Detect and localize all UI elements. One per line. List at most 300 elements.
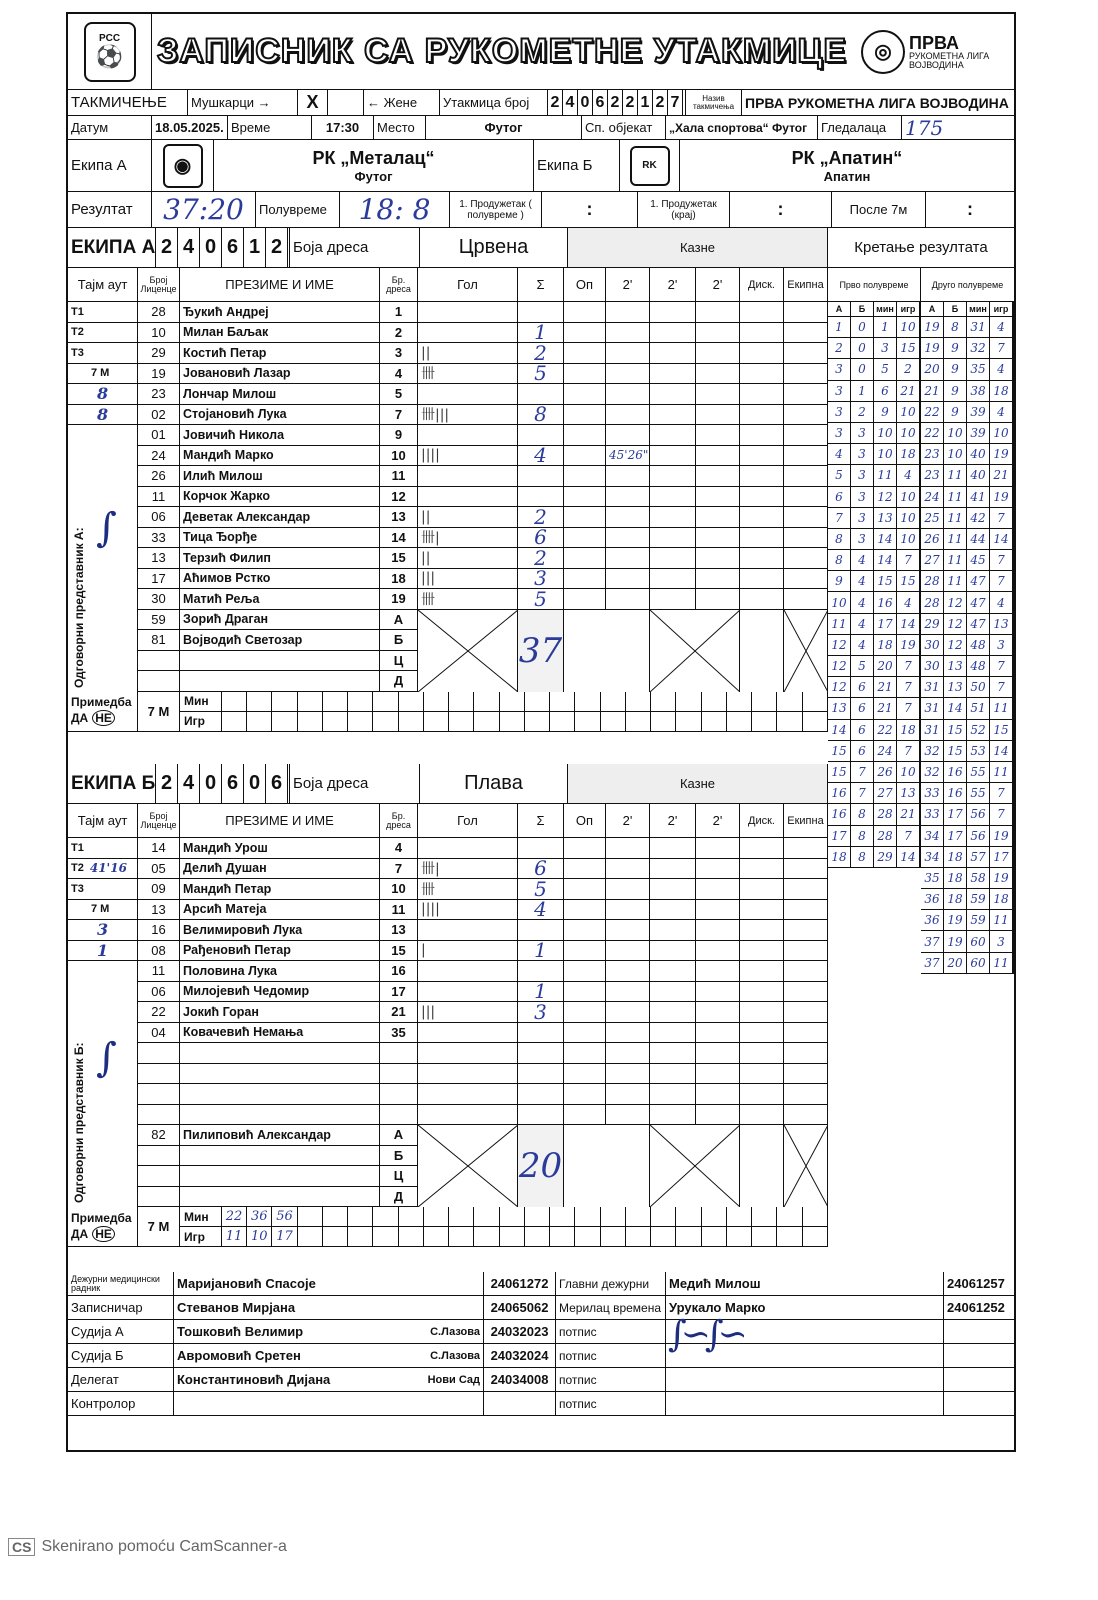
goal-tally [418,1064,518,1084]
goal-tally [418,838,518,858]
progress-cell: 7 [897,550,920,570]
progress-cell: 0 [851,359,874,379]
jersey-number [380,1105,418,1125]
table-row [68,1023,828,1044]
official-license: 24061272 [484,1272,556,1295]
yes-option: ДА [71,1226,89,1241]
seven-m-cell [752,1227,777,1246]
jersey-number: 16 [380,961,418,981]
progress-cell: 11 [944,465,967,485]
progress-cell: 15 [874,571,897,591]
progress-cell: 8 [851,804,874,824]
progress-cell: 17 [828,826,851,846]
progress-cell: 4 [897,465,920,485]
seven-m-cell [500,1227,525,1246]
progress-cell: 37 [921,931,944,951]
progress-row [921,635,1014,656]
warning-cell [564,487,606,507]
official-letter: Б [380,630,418,650]
seven-m-cell [247,692,272,711]
team-a-penalties-header: Казне [568,228,828,267]
progress-cell: 14 [990,741,1013,761]
team-b-7m-value: 1 [97,940,109,960]
progress-cell: 44 [967,529,990,549]
team-b-code-digit: 2 [156,764,178,803]
official-role-2: Главни дежурни [556,1272,666,1295]
progress-cell: 31 [921,720,944,740]
team-a-remark [68,692,138,731]
penalty-cell [650,1043,696,1063]
exclusion-cell [784,425,828,445]
progress-cell: 58 [967,868,990,888]
jersey-number: 17 [380,982,418,1002]
warning-cell [564,838,606,858]
ext2-label: 1. Продужетак (крај) [638,192,730,227]
no-option-selected: НЕ [92,1226,115,1242]
seven-m-cell [399,712,424,731]
penalty-cell: 45'26" [606,446,650,466]
official-license: 24032024 [484,1344,556,1367]
table-row [68,548,828,569]
venue-label: Сп. објекат [582,116,666,139]
progress-row [828,847,921,868]
progress-cell: 5 [851,656,874,676]
penalty-cell [606,302,650,322]
official-name-2 [666,1392,944,1415]
jersey-number: 10 [380,446,418,466]
progress-cell: 14 [874,529,897,549]
seven-m-cell [550,692,575,711]
seven-m-cell [399,1227,424,1246]
progress-col-col_igr: игр [990,302,1013,316]
penalty-cell [606,1064,650,1084]
exclusion-cell [784,1064,828,1084]
exclusion-cell [784,302,828,322]
progress-cell: 56 [967,826,990,846]
official-name: Пилиповић Александар [180,1125,380,1145]
goal-sum [518,920,564,940]
team-a-7m-label: 7 М [91,367,110,380]
date-row [68,116,1014,140]
exclusion-cell [784,920,828,940]
progress-cell: 31 [921,677,944,697]
progress-row [828,804,921,825]
seven-m-cell [222,692,247,711]
exclusion-cell [784,364,828,384]
disqualification-cell [740,941,784,961]
penalty-cell [606,466,650,486]
penalty-cell [696,1002,740,1022]
table-row [68,364,828,385]
seven-m-cell [601,1207,626,1226]
official-license-2 [944,1320,1014,1343]
seven-m-cell [323,692,348,711]
license-cell: 10 [138,323,180,343]
seven-m-label: 7 М [138,692,180,731]
progress-cell: 4 [851,592,874,612]
progress-cell: 2 [851,402,874,422]
progress-cell: 15 [828,762,851,782]
team-a-representative-label: Одговорни представник А: [72,526,86,688]
official-name-2 [666,1368,944,1391]
team-b-col-p2: 2' [650,804,696,837]
warning-cell [564,1043,606,1063]
time-label: Време [228,116,312,139]
goal-sum: 4 [518,446,564,466]
penalty-cell [696,900,740,920]
progress-cell: 21 [897,381,920,401]
team-b-col-exc: Екипна [784,804,828,837]
official-footer-row [68,1320,1014,1344]
license-cell: 23 [138,384,180,404]
seven-m-cell [777,692,802,711]
competition-name: ПРВА РУКОМЕТНА ЛИГА ВОЈВОДИНА [745,94,1009,111]
progress-cell: 28 [874,804,897,824]
penalty-cell [696,879,740,899]
jersey-number: 21 [380,1002,418,1022]
jersey-number: 18 [380,569,418,589]
seven-m-cell [348,712,373,731]
team-a-timeout-label: T1 [71,305,84,318]
seven-m-cell [323,1207,348,1226]
progress-cell: 27 [874,783,897,803]
seven-m-cell [424,1227,449,1246]
exclusion-cell [784,1043,828,1063]
official-footer-row [68,1296,1014,1320]
league-logo-subtitle: РУКОМЕТНА ЛИГА ВОЈВОДИНА [909,50,990,70]
penalty-cell [606,364,650,384]
player-name: Ковачевић Немања [180,1023,380,1043]
jersey-number: 3 [380,343,418,363]
penalty-cell [606,487,650,507]
progress-row [921,677,1014,698]
progress-col-col_b: Б [944,302,967,316]
seven-m-cell [777,1207,802,1226]
seven-m-cell [601,1227,626,1246]
goal-sum: 2 [518,343,564,363]
seven-m-cell [676,1227,701,1246]
progress-cell: 14 [874,550,897,570]
disqualification-cell [740,1105,784,1125]
penalty-cell [650,879,696,899]
teams-row [68,140,1014,192]
warning-cell [564,961,606,981]
progress-cell: 10 [944,444,967,464]
camscanner-text: Skenirano pomoću CamScanner-a [41,1538,287,1555]
progress-row [828,698,921,719]
progress-cell: 10 [897,423,920,443]
official-license: 82 [138,1125,180,1145]
warning-cell [564,941,606,961]
progress-cell: 18 [874,635,897,655]
exclusion-cell [784,446,828,466]
jersey-number: 12 [380,487,418,507]
progress-row [921,381,1014,402]
goal-tally: 卌 [418,589,518,609]
progress-cell: 12 [828,656,851,676]
official-role-2: потпис [556,1392,666,1415]
jersey-number: 2 [380,323,418,343]
team-a-col-sum: Σ [518,268,564,301]
team-a-col-op: Оп [564,268,606,301]
progress-row [921,656,1014,677]
penalty-cell [606,879,650,899]
match-number-digit: 2 [548,90,563,115]
progress-row [921,889,1014,910]
official-license [484,1392,556,1415]
seven-m-cell [676,1207,701,1226]
seven-m-cell [575,692,600,711]
men-mark: X [298,90,328,115]
team-b-col-no: Бр. дреса [380,804,418,837]
progress-cell: 8 [851,826,874,846]
official-letter: А [380,610,418,630]
progress-row [828,359,921,380]
team-a-code-digit: 6 [222,228,244,267]
seven-m-cell [373,692,398,711]
penalty-cell [606,859,650,879]
penalty-cell [650,1002,696,1022]
progress-cell: 59 [967,910,990,930]
goal-sum: 6 [518,528,564,548]
progress-cell: 33 [921,783,944,803]
seven-m-igr-row [180,712,828,731]
team-a-column-header [68,268,828,302]
official-city: С.Лазова [430,1349,480,1362]
crossed-goal-box [418,1125,518,1207]
warning-cell [564,425,606,445]
seven-m-min-row [180,1207,828,1227]
official-name-cell [174,1392,484,1415]
progress-cell: 16 [874,592,897,612]
seven-m-cell [424,1207,449,1226]
progress-row [921,508,1014,529]
team-a-label: Екипа А [68,140,152,191]
table-row [68,343,828,364]
penalty-cell [650,859,696,879]
seven-m-cell [626,1207,651,1226]
team-b-total-goals: 20 [518,1125,564,1207]
warning-cell [564,1105,606,1125]
penalty-cell [650,405,696,425]
progress-cell: 10 [897,487,920,507]
seven-m-label: 7 М [138,1207,180,1246]
player-name: Мандић Марко [180,446,380,466]
penalty-cell [650,487,696,507]
progress-cell: 20 [874,656,897,676]
license-cell: 11 [138,961,180,981]
seven-m-cell [298,712,323,731]
team-b-code-digit: 6 [222,764,244,803]
penalty-cell [696,982,740,1002]
seven-m-cell [727,712,752,731]
player-name: Аћимов Рстко [180,569,380,589]
penalty-cell [696,838,740,858]
penalty-cell [606,405,650,425]
progress-cell: 3 [874,338,897,358]
match-time: 17:30 [312,116,374,139]
progress-title: Кретање резултата [854,239,988,256]
seven-m-cell [474,712,499,731]
exclusion-cell [784,961,828,981]
progress-cell: 16 [944,783,967,803]
seven-m-cell [752,692,777,711]
seven-m-cell [525,1207,550,1226]
team-a-col-lic: Број Лиценце [138,268,180,301]
official-name [180,1187,380,1207]
progress-cell: 32 [967,338,990,358]
seven-m-cell [500,1207,525,1226]
official-footer-row [68,1368,1014,1392]
official-name: Тошковић Велимир [177,1324,304,1339]
disqualification-cell [740,507,784,527]
crossed-penalty-box [650,610,740,692]
team-b-timeout-label: T1 [71,841,84,854]
goal-sum: 4 [518,900,564,920]
penalty-cell [606,425,650,445]
yes-option: ДА [71,711,89,725]
penalty-cell [606,1084,650,1104]
warning-cell [564,507,606,527]
disqualification-cell [740,982,784,1002]
match-place: Футог [426,116,582,139]
after-7m-label: После 7м [832,192,926,227]
progress-cell: 15 [828,741,851,761]
progress-col-col_b: Б [851,302,874,316]
progress-cell: 19 [944,931,967,951]
seven-m-cell [702,692,727,711]
progress-cell: 4 [990,317,1013,337]
license-cell: 29 [138,343,180,363]
progress-cell: 4 [990,402,1013,422]
goal-tally [418,1043,518,1063]
crossed-goal-box [418,610,518,692]
table-row [68,528,828,549]
jersey-number: 11 [380,900,418,920]
result-label: Резултат [68,192,152,227]
penalty-cell [650,982,696,1002]
team-a-col-goal: Гол [418,268,518,301]
penalty-cell [650,548,696,568]
progress-cell: 22 [921,402,944,422]
progress-cell: 7 [990,338,1013,358]
match-number-digit: 1 [638,90,653,115]
disqualification-cell [740,1023,784,1043]
progress-cell: 8 [828,550,851,570]
progress-cell: 7 [990,508,1013,528]
progress-row [828,317,921,338]
table-row [68,384,828,405]
progress-cell: 4 [990,359,1013,379]
remark-label: Примедба [71,695,132,710]
match-number-digit: 4 [563,90,578,115]
progress-cell: 12 [944,614,967,634]
team-a-code-digit: 1 [244,228,266,267]
team-b-logo-icon: RK [630,146,670,186]
page-title: ЗАПИСНИК СА РУКОМЕТНЕ УТАКМИЦЕ [156,32,848,70]
player-name: Арсић Матеја [180,900,380,920]
progress-cell: 10 [874,423,897,443]
player-name: Милан Баљак [180,323,380,343]
match-number-digit: 0 [578,90,593,115]
official-name-cell [174,1272,484,1295]
seven-m-cell [803,1207,828,1226]
score-sheet [66,12,1016,1452]
progress-cell: 18 [897,720,920,740]
progress-row [828,508,921,529]
goal-sum [518,302,564,322]
disqualification-cell [740,446,784,466]
competition-label: ТАКМИЧЕЊЕ [68,90,188,115]
progress-row [921,826,1014,847]
seven-m-min-label: Мин [180,1207,222,1226]
progress-cell: 47 [967,592,990,612]
official-name: Авромовић Сретен [177,1348,301,1363]
progress-col-col_min: мин [967,302,990,316]
progress-cell: 0 [851,338,874,358]
seven-m-cell [752,1207,777,1226]
penalty-cell [650,1105,696,1125]
exclusion-cell [784,1105,828,1125]
progress-cell: 27 [921,550,944,570]
official-city: Нови Сад [427,1373,480,1386]
progress-cell: 7 [897,677,920,697]
official-name-cell [174,1368,484,1391]
progress-cell: 10 [990,423,1013,443]
seven-m-cell [702,712,727,731]
progress-cell: 34 [921,826,944,846]
progress-cell: 4 [990,592,1013,612]
no-option-selected: НЕ [92,710,115,726]
seven-m-cell [803,1227,828,1246]
player-name: Делић Душан [180,859,380,879]
team-a-seven-m-grid [180,692,828,731]
team-b-code-digit: 0 [200,764,222,803]
seven-m-cell [803,712,828,731]
disqualification-cell [740,343,784,363]
seven-m-cell [676,692,701,711]
exclusion-cell [784,548,828,568]
progress-cell: 40 [967,444,990,464]
ball-icon: ⚽ [95,44,124,69]
penalty-cell [606,528,650,548]
progress-cell: 38 [967,381,990,401]
official-name-cell [174,1344,484,1367]
progress-cell: 21 [990,465,1013,485]
progress-cell: 40 [967,465,990,485]
official-license-2 [944,1368,1014,1391]
penalty-cell [696,507,740,527]
team-a-code-digit: 2 [266,228,288,267]
match-number-digit: 6 [593,90,608,115]
penalty-cell [606,838,650,858]
table-row [68,589,828,610]
goal-sum: 1 [518,982,564,1002]
exclusion-cell [784,1084,828,1104]
penalty-cell [696,384,740,404]
player-name: Велимировић Лука [180,920,380,940]
license-cell: 28 [138,302,180,322]
penalty-cell [650,941,696,961]
progress-cell: 57 [967,847,990,867]
team-b-timeout-label: T3 [71,882,84,895]
progress-cell: 7 [828,508,851,528]
seven-m-cell [752,712,777,731]
seven-m-cell [777,712,802,731]
progress-cell: 51 [967,698,990,718]
goal-sum [518,487,564,507]
goal-tally [418,982,518,1002]
